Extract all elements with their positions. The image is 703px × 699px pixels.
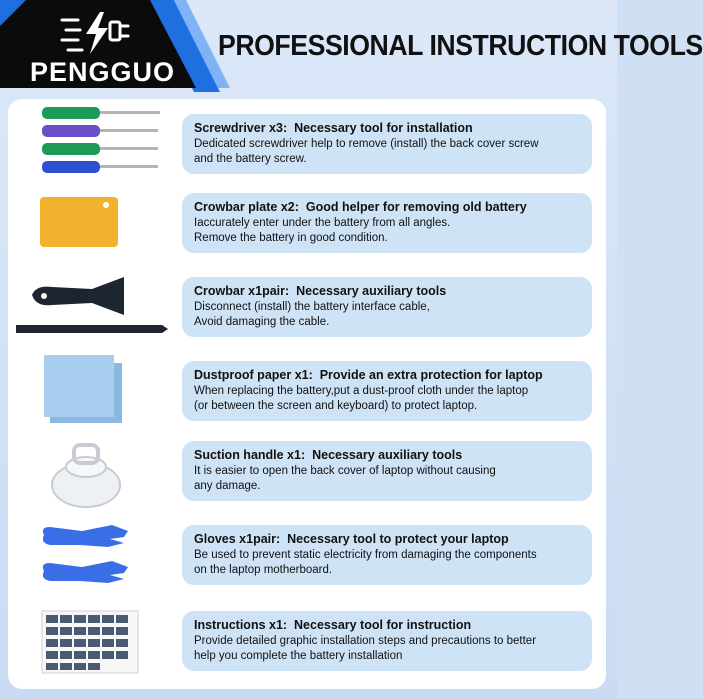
item-line: help you complete the battery installation — [194, 650, 403, 662]
item-line: on the laptop motherboard. — [194, 564, 333, 576]
item-summary: Necessary tool for instruction — [294, 618, 472, 632]
brand-name: PENGGUO — [30, 57, 176, 87]
gloves-icon — [20, 521, 180, 591]
item-card — [182, 361, 592, 421]
item-summary: Necessary tool to protect your laptop — [287, 532, 509, 546]
item-summary: Necessary auxiliary tools — [312, 448, 463, 462]
item-line: (or between the screen and keyboard) to protect laptop. — [194, 400, 478, 412]
item-card — [182, 611, 592, 671]
item-summary: Provide an extra protection for laptop — [319, 368, 543, 382]
item-name: Screwdriver x3: — [194, 121, 288, 135]
item-name: Crowbar plate x2: — [194, 200, 299, 214]
item-summary: Necessary auxiliary tools — [296, 284, 447, 298]
screwdriver-icon — [20, 101, 180, 181]
item-card — [182, 193, 592, 253]
page-title: PROFESSIONAL INSTRUCTION TOOLS — [218, 30, 703, 62]
item-line: Disconnect (install) the battery interface cable, — [194, 301, 430, 313]
item-line: and the battery screw. — [194, 153, 307, 165]
item-summary: Necessary tool for installation — [294, 121, 473, 135]
item-line: Provide detailed graphic installation steps and precautions to better — [194, 635, 537, 647]
item-line: Iaccurately enter under the battery from all angles. — [194, 217, 451, 229]
item-name: Dustproof paper x1: — [194, 368, 313, 382]
item-line: any damage. — [194, 480, 261, 492]
item-name: Crowbar x1pair: — [194, 284, 290, 298]
crowbar-plate-icon — [20, 193, 180, 253]
tools-panel — [8, 99, 606, 689]
item-line: Remove the battery in good condition. — [194, 232, 388, 244]
item-line: Avoid damaging the cable. — [194, 316, 330, 328]
item-line: It is easier to open the back cover of laptop without causing — [194, 465, 496, 477]
instructions-sheet-icon — [20, 607, 180, 677]
item-name: Instructions x1: — [194, 618, 288, 632]
item-name: Gloves x1pair: — [194, 532, 281, 546]
lightning-plug-icon — [60, 10, 130, 56]
item-card — [182, 441, 592, 501]
item-card — [182, 277, 592, 337]
item-card — [182, 525, 592, 585]
item-summary: Good helper for removing old battery — [305, 200, 527, 214]
crowbar-icon — [12, 273, 180, 339]
item-line: Be used to prevent static electricity from damaging the components — [194, 549, 537, 561]
header — [0, 0, 703, 92]
item-line: When replacing the battery,put a dust-proof cloth under the laptop — [194, 385, 529, 397]
item-name: Suction handle x1: — [194, 448, 306, 462]
item-line: Dedicated screwdriver help to remove (install) the back cover screw — [194, 138, 539, 150]
item-card — [182, 114, 592, 174]
suction-handle-icon — [20, 437, 180, 511]
dustproof-paper-icon — [20, 353, 180, 425]
